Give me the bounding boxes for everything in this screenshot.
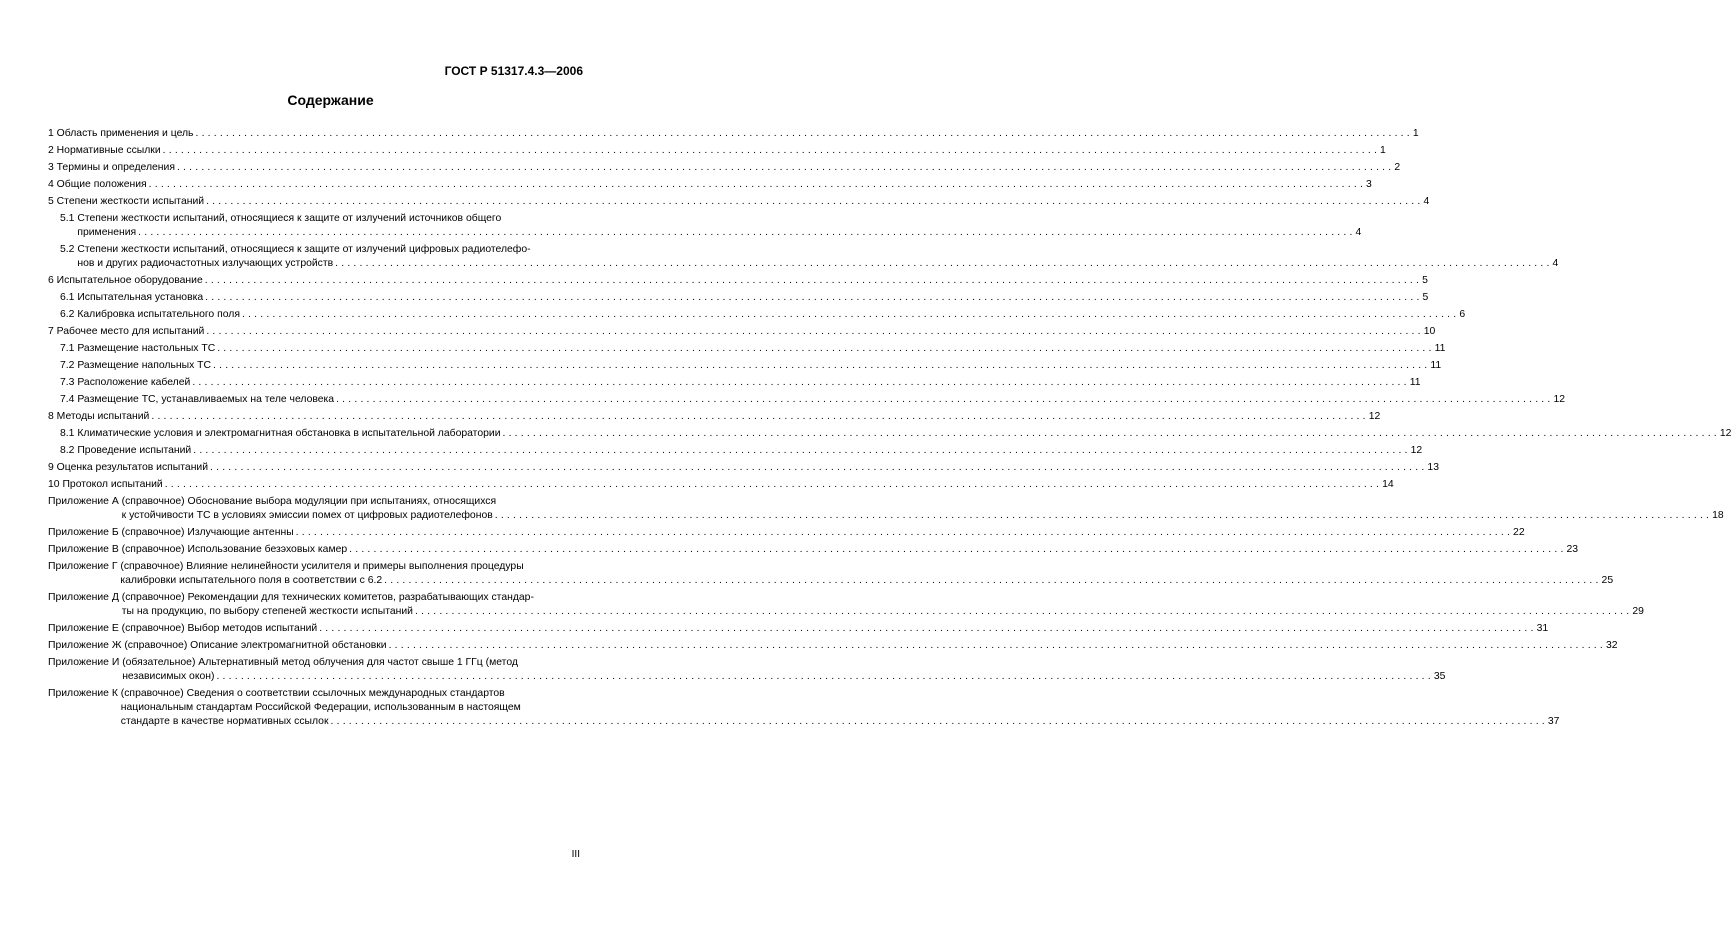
section-number: 1 bbox=[48, 128, 57, 139]
dot-leader: ........................................................................................................................................................................................................ bbox=[319, 623, 1537, 634]
toc-entry[interactable] bbox=[48, 687, 1560, 729]
dot-leader: ........................................................................................................................................................................................................ bbox=[193, 445, 1411, 456]
toc-entry-title: (обязательное) Альтернативный метод облучения для частот свыше 1 ГГц (метод bbox=[122, 657, 518, 668]
toc-entry-body bbox=[62, 478, 1394, 492]
section-number: 8.2 bbox=[60, 445, 78, 456]
toc-entry-title: Термины и определения bbox=[56, 162, 175, 173]
section-number: 7.4 bbox=[60, 394, 78, 405]
section-number: 6.1 bbox=[60, 292, 78, 303]
toc-page-number: 10 bbox=[1423, 326, 1436, 337]
toc-entry-title: Протокол испытаний bbox=[62, 479, 163, 490]
appendix-label: Приложение Б bbox=[48, 527, 122, 538]
toc-page-number: 25 bbox=[1601, 575, 1614, 586]
dot-leader: ........................................................................................................................................................................................................ bbox=[216, 671, 1434, 682]
toc-entry[interactable] bbox=[48, 656, 1446, 684]
toc-entry-body bbox=[124, 639, 1618, 653]
section-number: 7 bbox=[48, 326, 57, 337]
toc-entry-body bbox=[77, 308, 1466, 322]
toc-entry-title: к устойчивости ТС в условиях эмиссии помех от цифровых радиотелефонов bbox=[121, 510, 493, 521]
section-number: 7.3 bbox=[60, 377, 78, 388]
appendix-label: Приложение А bbox=[48, 496, 122, 507]
toc-entry[interactable] bbox=[48, 195, 1430, 209]
toc-page-number: 3 bbox=[1366, 179, 1372, 190]
toc-entry-title: (справочное) Выбор методов испытаний bbox=[121, 623, 318, 634]
toc-entry-title: Рабочее место для испытаний bbox=[56, 326, 205, 337]
toc-entry-title: Размещение настольных ТС bbox=[77, 343, 216, 354]
dot-leader: ........................................................................................................................................................................................................ bbox=[148, 179, 1367, 190]
dot-leader: ........................................................................................................................................................................................................ bbox=[162, 145, 1381, 156]
appendix-label: Приложение К bbox=[48, 688, 121, 699]
dot-leader: ........................................................................................................................................................................................................ bbox=[330, 716, 1548, 727]
toc-entry-title: Расположение кабелей bbox=[77, 377, 191, 388]
toc-entry-title: Климатические условия и электромагнитная обстановка в испытательной лаборатории bbox=[77, 428, 501, 439]
section-number: 7.2 bbox=[60, 360, 78, 371]
toc-entry-body bbox=[56, 161, 1401, 175]
appendix-label: Приложение Г bbox=[48, 561, 121, 572]
toc-entry-title: Общие положения bbox=[56, 179, 147, 190]
toc-entry-body bbox=[77, 427, 1731, 441]
section-number: 3 bbox=[48, 162, 57, 173]
toc-page-number: 11 bbox=[1434, 343, 1446, 354]
appendix-label: Приложение И bbox=[48, 657, 123, 668]
dot-leader: ........................................................................................................................................................................................................ bbox=[349, 544, 1567, 555]
toc-entry[interactable] bbox=[48, 325, 1436, 339]
section-number: 5 bbox=[48, 196, 57, 207]
toc-entry[interactable] bbox=[48, 495, 1724, 523]
toc-entry[interactable] bbox=[48, 359, 1442, 373]
toc-page-number: 2 bbox=[1394, 162, 1401, 173]
dot-leader: ........................................................................................................................................................................................................ bbox=[295, 527, 1514, 538]
toc-entry-body bbox=[77, 342, 1446, 356]
dot-leader: ........................................................................................................................................................................................................ bbox=[213, 360, 1431, 371]
toc-entry-title: Степени жесткости испытаний, относящиеся к защите от излучений источников общего bbox=[77, 213, 502, 224]
toc-page-number: 6 bbox=[1459, 309, 1466, 320]
dot-leader: ........................................................................................................................................................................................................ bbox=[336, 394, 1554, 405]
toc-entry-body bbox=[56, 325, 1436, 339]
toc-entry-title: калибровки испытательного поля в соответствии с 6.2 bbox=[120, 575, 383, 586]
toc-entry[interactable] bbox=[48, 393, 1566, 407]
toc-entry-body bbox=[77, 444, 1423, 458]
table-of-contents bbox=[48, 122, 1731, 729]
dot-leader: ........................................................................................................................................................................................................ bbox=[206, 326, 1424, 337]
toc-entry-title: Степени жесткости испытаний bbox=[56, 196, 205, 207]
section-number: 6 bbox=[48, 275, 57, 286]
toc-page-number: 11 bbox=[1409, 377, 1421, 388]
toc-page-number: 13 bbox=[1427, 462, 1439, 473]
toc-entry[interactable] bbox=[48, 243, 1559, 271]
toc-entry[interactable] bbox=[48, 543, 1579, 557]
toc-page-number: 12 bbox=[1410, 445, 1423, 456]
dot-leader: ........................................................................................................................................................................................................ bbox=[151, 411, 1369, 422]
dot-leader: ........................................................................................................................................................................................................ bbox=[176, 162, 1395, 173]
toc-entry[interactable] bbox=[48, 478, 1394, 492]
toc-entry-body bbox=[56, 461, 1439, 475]
toc-entry-body bbox=[56, 127, 1419, 141]
toc-page-number: 12 bbox=[1719, 428, 1731, 439]
toc-entry-body bbox=[56, 144, 1386, 158]
toc-entry[interactable] bbox=[48, 144, 1386, 158]
toc-entry[interactable] bbox=[48, 461, 1439, 475]
toc-entry-title: Испытательная установка bbox=[77, 292, 204, 303]
page-number: III bbox=[571, 849, 580, 860]
toc-entry-body bbox=[77, 212, 1362, 240]
dot-leader: ........................................................................................................................................................................................................ bbox=[206, 196, 1424, 207]
toc-entry-body bbox=[77, 393, 1566, 407]
toc-entry-body bbox=[122, 656, 1446, 684]
dot-leader: ........................................................................................................................................................................................................ bbox=[204, 275, 1423, 286]
toc-page-number: 18 bbox=[1712, 510, 1724, 521]
toc-entry-body bbox=[56, 410, 1381, 424]
toc-entry-title: Область применения и цель bbox=[56, 128, 194, 139]
dot-leader: ........................................................................................................................................................................................................ bbox=[195, 128, 1413, 139]
toc-entry[interactable] bbox=[48, 178, 1372, 192]
toc-entry-title: нов и других радиочастотных излучающих устройств bbox=[77, 258, 334, 269]
section-number: 6.2 bbox=[60, 309, 78, 320]
dot-leader: ........................................................................................................................................................................................................ bbox=[205, 292, 1423, 303]
toc-entry-title: (справочное) Описание электромагнитной обстановки bbox=[124, 640, 387, 651]
dot-leader: ........................................................................................................................................................................................................ bbox=[384, 575, 1602, 586]
toc-entry-body bbox=[121, 591, 1644, 619]
dot-leader: ........................................................................................................................................................................................................ bbox=[138, 227, 1356, 238]
toc-entry-title: Оценка результатов испытаний bbox=[56, 462, 209, 473]
toc-entry-body bbox=[77, 359, 1442, 373]
section-number: 4 bbox=[48, 179, 57, 190]
toc-page-number: 37 bbox=[1547, 716, 1560, 727]
toc-entry-body bbox=[120, 560, 1614, 588]
toc-entry[interactable] bbox=[48, 291, 1429, 305]
toc-entry-body bbox=[121, 622, 1549, 636]
toc-entry-body bbox=[121, 543, 1579, 557]
toc-entry-title: Нормативные ссылки bbox=[56, 145, 161, 156]
appendix-label: Приложение Д bbox=[48, 592, 122, 603]
toc-entry-title: независимых окон) bbox=[122, 671, 215, 682]
toc-page-number: 32 bbox=[1605, 640, 1618, 651]
toc-page-number: 4 bbox=[1552, 258, 1559, 269]
toc-entry[interactable] bbox=[48, 410, 1381, 424]
toc-entry-title: (справочное) Использование безэховых камер bbox=[121, 544, 348, 555]
toc-entry-title: Степени жесткости испытаний, относящиеся к защите от излучений цифровых радиотелефо- bbox=[77, 244, 531, 255]
toc-entry[interactable] bbox=[48, 274, 1428, 288]
toc-entry-body bbox=[120, 687, 1560, 729]
toc-entry[interactable] bbox=[48, 308, 1466, 322]
appendix-label: Приложение Ж bbox=[48, 640, 125, 651]
toc-entry-title: (справочное) Обоснование выбора модуляции при испытаниях, относящихся bbox=[121, 496, 497, 507]
toc-entry[interactable] bbox=[48, 444, 1423, 458]
toc-page-number: 1 bbox=[1412, 128, 1419, 139]
toc-page-number: 22 bbox=[1513, 527, 1525, 538]
toc-entry-body bbox=[121, 495, 1724, 523]
dot-leader: ........................................................................................................................................................................................................ bbox=[502, 428, 1720, 439]
section-number: 2 bbox=[48, 145, 57, 156]
toc-entry-body bbox=[77, 291, 1429, 305]
toc-entry[interactable] bbox=[48, 526, 1525, 540]
toc-entry[interactable] bbox=[48, 622, 1549, 636]
document-code: ГОСТ Р 51317.4.3—2006 bbox=[444, 64, 583, 78]
toc-entry-title: (справочное) Влияние нелинейности усилителя и примеры выполнения процедуры bbox=[120, 561, 524, 572]
toc-page-number: 31 bbox=[1536, 623, 1549, 634]
toc-entry-title: Размещение напольных ТС bbox=[77, 360, 212, 371]
toc-entry-title: Методы испытаний bbox=[56, 411, 150, 422]
toc-page-number: 5 bbox=[1422, 292, 1429, 303]
toc-entry-title: Калибровка испытательного поля bbox=[77, 309, 240, 320]
section-number: 9 bbox=[48, 462, 57, 473]
toc-entry-title: ты на продукцию, по выбору степеней жесткости испытаний bbox=[121, 606, 413, 617]
toc-entry-body bbox=[121, 526, 1525, 540]
toc-page-number: 29 bbox=[1632, 606, 1644, 617]
toc-entry-title: применения bbox=[77, 227, 137, 238]
toc-entry[interactable] bbox=[48, 591, 1644, 619]
toc-page-number: 23 bbox=[1566, 544, 1579, 555]
toc-entry[interactable] bbox=[48, 342, 1446, 356]
toc-entry-title: (справочное) Рекомендации для технических комитетов, разрабатывающих стандар- bbox=[121, 592, 534, 603]
dot-leader: ........................................................................................................................................................................................................ bbox=[164, 479, 1383, 490]
dot-leader: ........................................................................................................................................................................................................ bbox=[217, 343, 1435, 354]
dot-leader: ........................................................................................................................................................................................................ bbox=[414, 606, 1633, 617]
toc-entry-body bbox=[77, 376, 1421, 390]
toc-page-number: 14 bbox=[1382, 479, 1394, 490]
toc-entry[interactable] bbox=[48, 127, 1419, 141]
dot-leader: ........................................................................................................................................................................................................ bbox=[210, 462, 1428, 473]
section-number: 7.1 bbox=[60, 343, 78, 354]
section-number: 5.2 bbox=[60, 244, 78, 255]
section-number: 8 bbox=[48, 411, 57, 422]
section-number: 8.1 bbox=[60, 428, 78, 439]
dot-leader: ........................................................................................................................................................................................................ bbox=[494, 510, 1713, 521]
toc-entry-title: Размещение ТС, устанавливаемых на теле человека bbox=[77, 394, 335, 405]
toc-page-number: 5 bbox=[1422, 275, 1428, 286]
toc-entry[interactable] bbox=[48, 639, 1618, 653]
toc-entry-title: (справочное) Сведения о соответствии ссылочных международных стандартов bbox=[120, 688, 505, 699]
toc-entry-title: Проведение испытаний bbox=[77, 445, 192, 456]
toc-page-number: 12 bbox=[1553, 394, 1566, 405]
section-number: 10 bbox=[48, 479, 63, 490]
dot-leader: ........................................................................................................................................................................................................ bbox=[241, 309, 1460, 320]
toc-page-number: 4 bbox=[1423, 196, 1430, 207]
toc-page-number: 4 bbox=[1355, 227, 1362, 238]
toc-entry-body bbox=[56, 274, 1428, 288]
page-title: Содержание bbox=[287, 92, 374, 108]
toc-entry[interactable] bbox=[48, 560, 1614, 588]
dot-leader: ........................................................................................................................................................................................................ bbox=[335, 258, 1553, 269]
toc-entry-body bbox=[77, 243, 1559, 271]
dot-leader: ........................................................................................................................................................................................................ bbox=[388, 640, 1606, 651]
toc-entry-title: (справочное) Излучающие антенны bbox=[121, 527, 294, 538]
toc-entry-title: Испытательное оборудование bbox=[56, 275, 203, 286]
toc-entry[interactable] bbox=[48, 161, 1401, 175]
toc-entry-body bbox=[56, 195, 1430, 209]
toc-entry-title: национальным стандартам Российской Федерации, использованным в настоящем bbox=[120, 702, 521, 713]
toc-entry[interactable] bbox=[48, 376, 1421, 390]
toc-page-number: 11 bbox=[1430, 360, 1442, 371]
toc-entry[interactable] bbox=[48, 427, 1731, 441]
toc-page-number: 12 bbox=[1368, 411, 1381, 422]
toc-entry-body bbox=[56, 178, 1372, 192]
dot-leader: ........................................................................................................................................................................................................ bbox=[192, 377, 1410, 388]
toc-entry[interactable] bbox=[48, 212, 1362, 240]
toc-entry-title: стандарте в качестве нормативных ссылок bbox=[120, 716, 329, 727]
appendix-label: Приложение Е bbox=[48, 623, 122, 634]
section-number: 5.1 bbox=[60, 213, 78, 224]
appendix-label: Приложение В bbox=[48, 544, 122, 555]
toc-page-number: 35 bbox=[1433, 671, 1446, 682]
toc-page-number: 1 bbox=[1380, 145, 1386, 156]
